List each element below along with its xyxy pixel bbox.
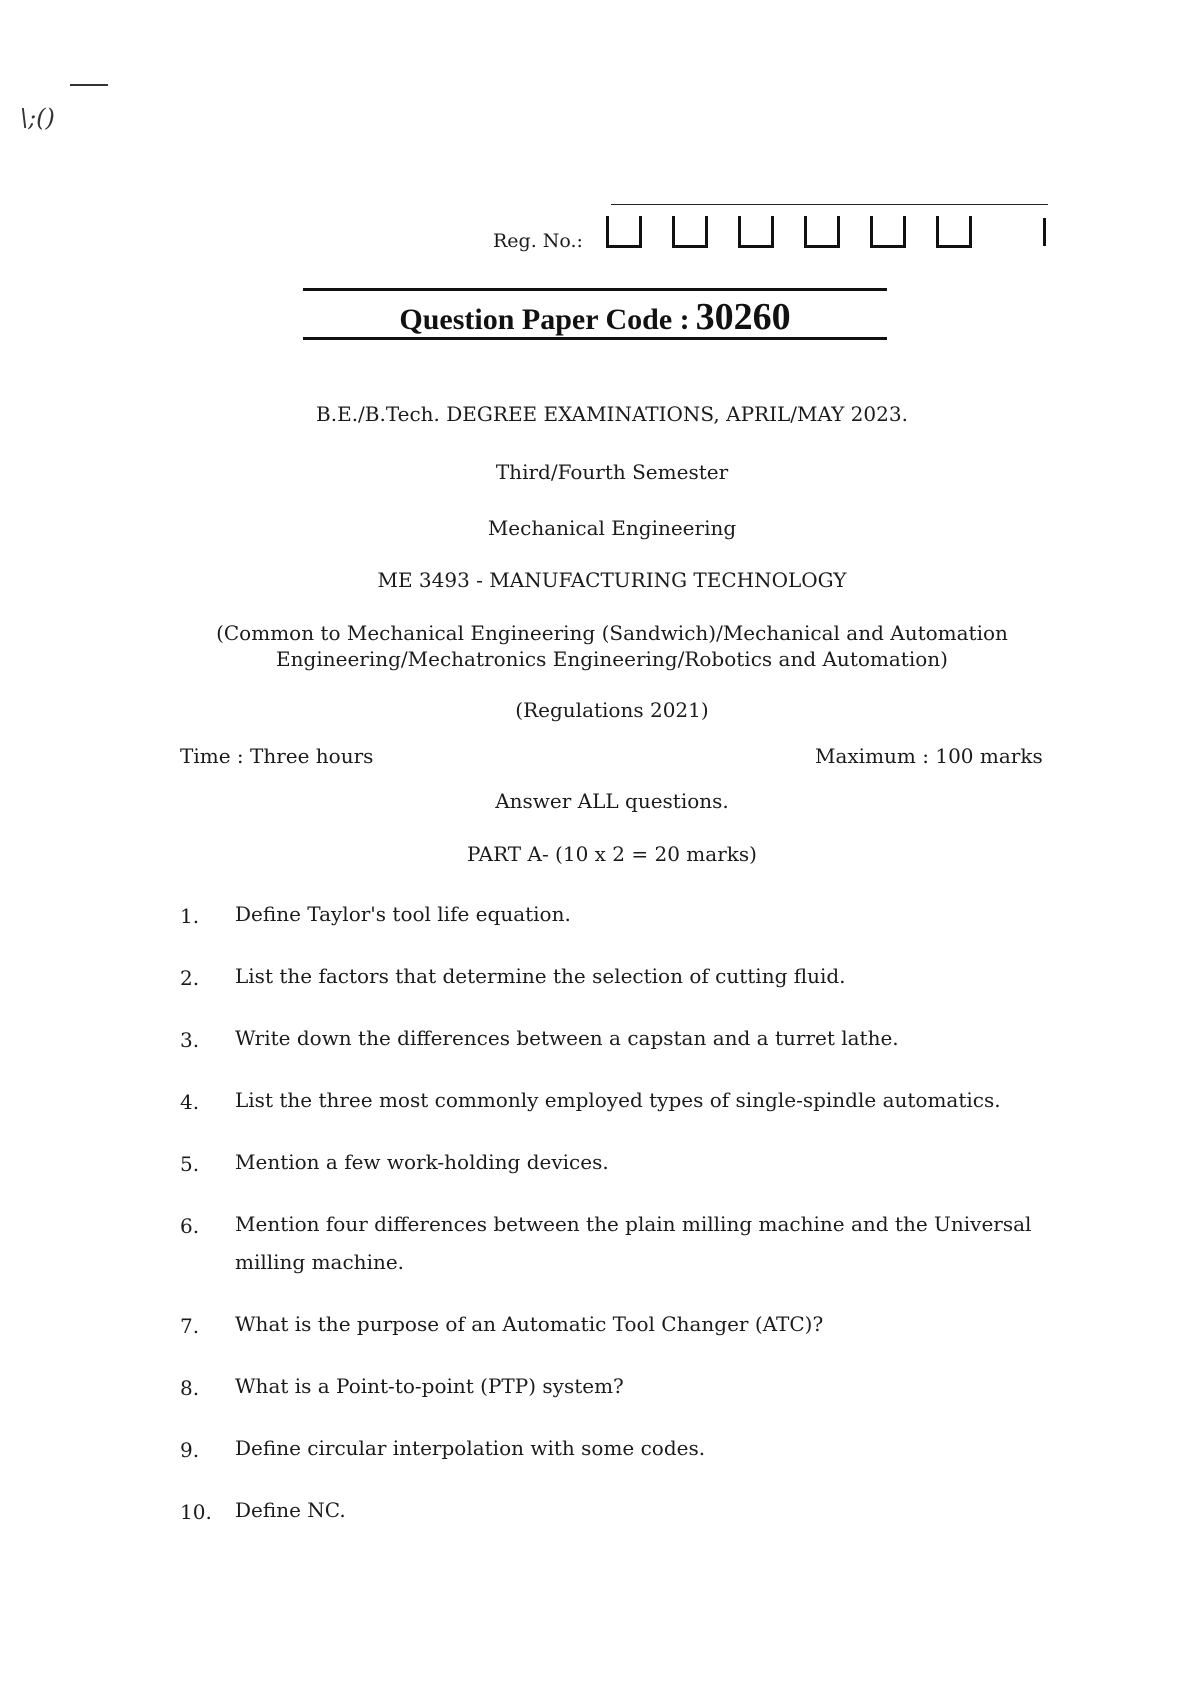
reg-no-boxes [606, 216, 972, 248]
department: Mechanical Engineering [487, 516, 737, 540]
question-text: Mention four differences between the plain milling machine and the Universal milling machine. [235, 1212, 1032, 1274]
question-text: What is a Point-to-point (PTP) system? [235, 1374, 624, 1398]
question-text: Define circular interpolation with some codes. [235, 1436, 706, 1460]
question-text: Write down the differences between a capstan and a turret lathe. [235, 1026, 899, 1050]
reg-no-end-stroke [1043, 218, 1046, 246]
question-number: 1. [180, 904, 200, 928]
reg-no-box[interactable] [870, 216, 906, 248]
exam-title: B.E./B.Tech. DEGREE EXAMINATIONS, APRIL/MAY 2023. [316, 402, 908, 426]
semester: Third/Fourth Semester [495, 460, 729, 484]
common-to-note [0, 620, 1200, 672]
question-text: Define Taylor's tool life equation. [235, 902, 571, 926]
question-number: 8. [180, 1376, 200, 1400]
qpc-label: Question Paper Code : [399, 303, 690, 336]
regulations: (Regulations 2021) [515, 698, 709, 722]
reg-no-box[interactable] [936, 216, 972, 248]
corner-dash-mark [70, 84, 108, 86]
reg-no-box[interactable] [738, 216, 774, 248]
reg-no-box[interactable] [606, 216, 642, 248]
reg-no-box[interactable] [672, 216, 708, 248]
reg-no-box[interactable] [804, 216, 840, 248]
question-text: Mention a few work-holding devices. [235, 1150, 609, 1174]
question-text: What is the purpose of an Automatic Tool Changer (ATC)? [235, 1312, 824, 1336]
question-number: 6. [180, 1214, 200, 1238]
question-number: 2. [180, 966, 200, 990]
reg-no-label: Reg. No.: [493, 230, 583, 252]
qpc-value: 30260 [695, 296, 791, 338]
question-number: 10. [180, 1500, 212, 1524]
common-to-line-1: (Common to Mechanical Engineering (Sandwich)/Mechanical and Automation [216, 621, 1008, 645]
question-number: 4. [180, 1090, 200, 1114]
course-title: ME 3493 - MANUFACTURING TECHNOLOGY [377, 568, 847, 592]
question-text: List the three most commonly employed types of single-spindle automatics. [235, 1088, 1001, 1112]
instructions: Answer ALL questions. [495, 789, 729, 813]
question-paper-code [303, 295, 887, 339]
question-number: 7. [180, 1314, 200, 1338]
question-text: List the factors that determine the selection of cutting fluid. [235, 964, 846, 988]
reg-no-top-line [611, 204, 1048, 205]
part-a-heading: PART A- (10 x 2 = 20 marks) [467, 842, 757, 866]
question-number: 5. [180, 1152, 200, 1176]
qpc-top-rule [303, 288, 887, 291]
common-to-line-2: Engineering/Mechatronics Engineering/Robotics and Automation) [276, 647, 948, 671]
question-text: Define NC. [235, 1498, 346, 1522]
question-number: 3. [180, 1028, 200, 1052]
handwritten-corner-mark: \;() [20, 104, 55, 132]
maximum-marks: Maximum : 100 marks [815, 744, 1043, 768]
qpc-bottom-rule [303, 337, 887, 340]
exam-duration: Time : Three hours [180, 744, 374, 768]
question-number: 9. [180, 1438, 200, 1462]
